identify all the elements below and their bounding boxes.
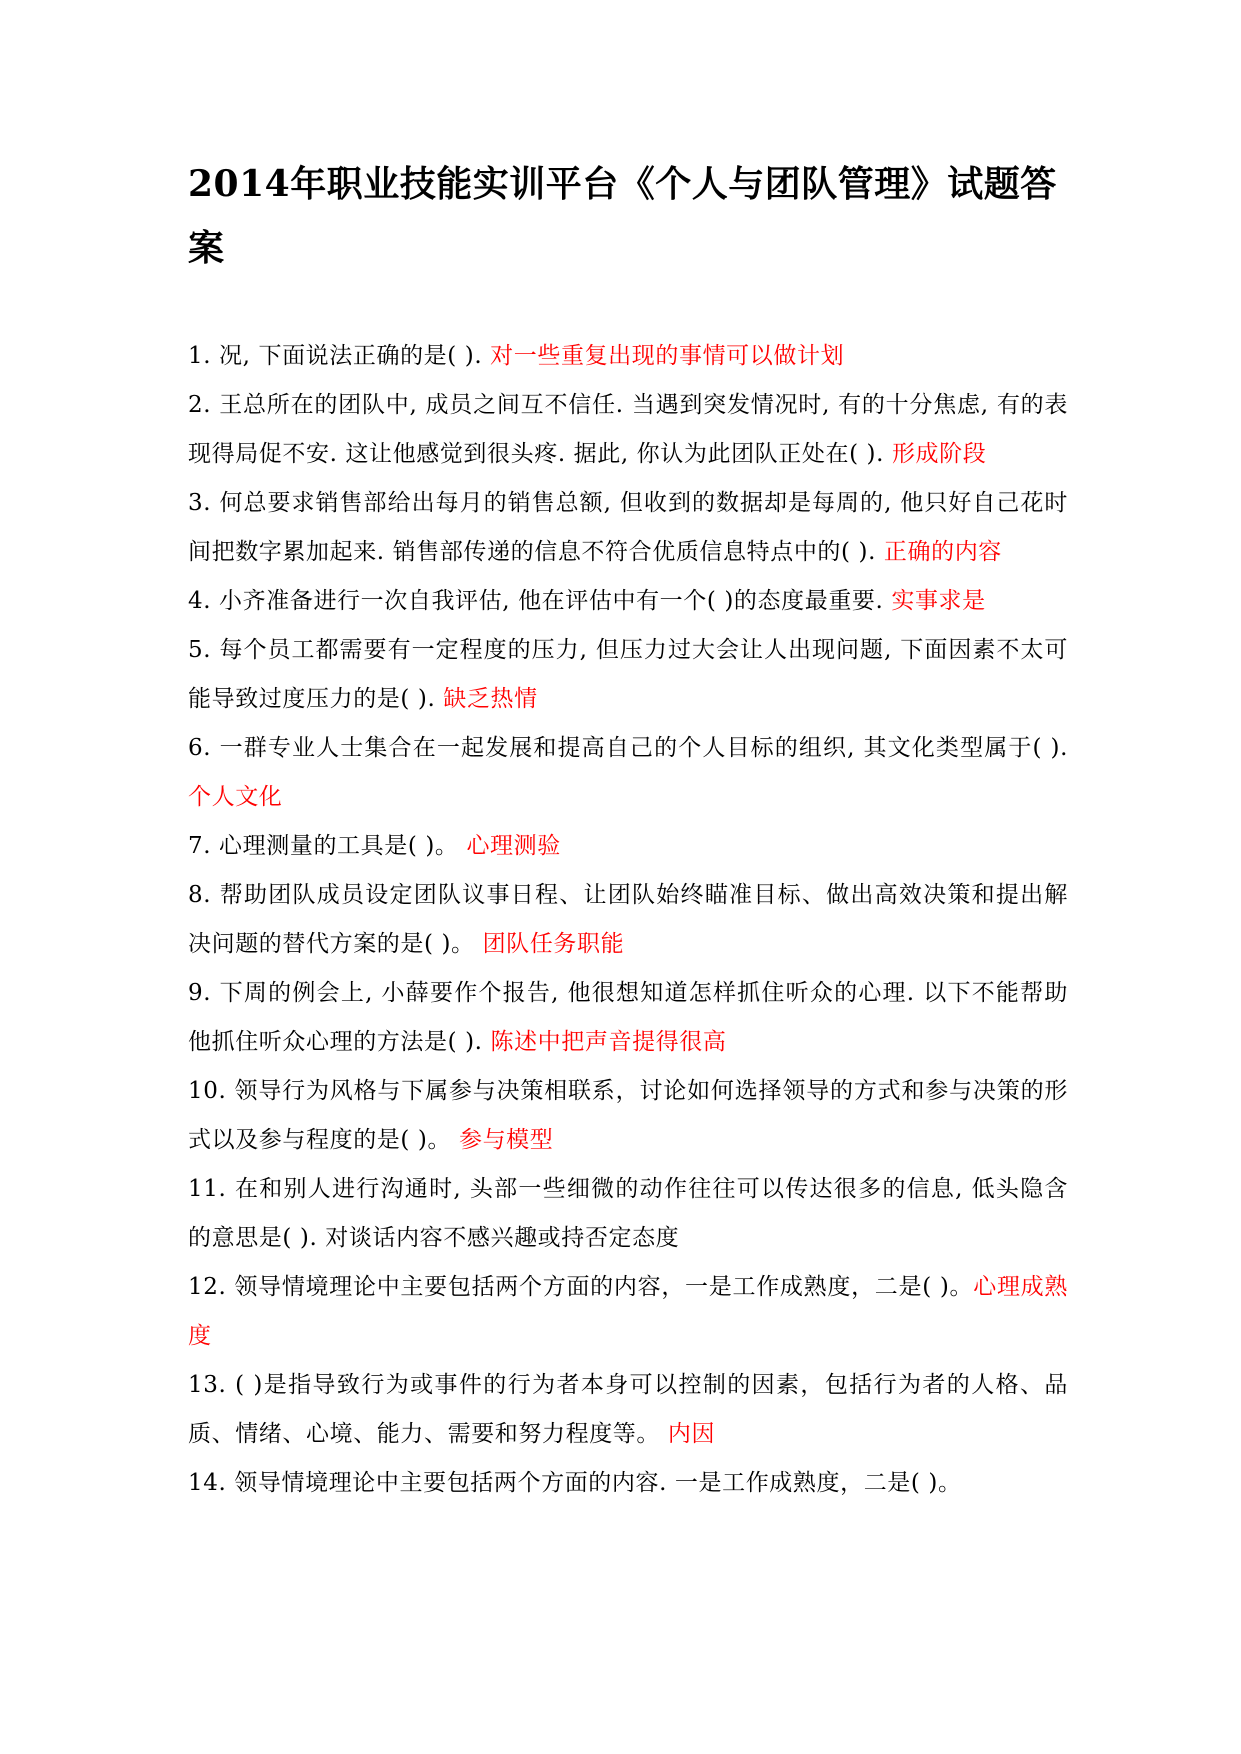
answer-text: 内因 [667,1421,716,1447]
question-item [188,381,1068,479]
answer-text: 参与模型 [458,1127,554,1153]
question-item [188,1067,1068,1165]
answer-text: 正确的内容 [883,539,1002,565]
answer-text: 实事求是 [891,588,986,614]
question-text: 11. 在和别人进行沟通时, 头部一些细微的动作往往可以传达很多的信息, 低头隐含的意思是( ). [188,1176,1068,1251]
question-item [188,479,1068,577]
question-item [188,871,1068,969]
question-text: 1. 况, 下面说法正确的是( ). [188,343,491,369]
question-text: 5. 每个员工都需要有一定程度的压力, 但压力过大会让人出现问题, 下面因素不太可能导致过度压力的是( ). [188,637,1068,712]
question-item [188,626,1068,724]
question-text: 10. 领导行为风格与下属参与决策相联系，讨论如何选择领导的方式和参与决策的形式以及参与程度的是( )。 [188,1078,1068,1153]
question-text: 7. 心理测量的工具是( )。 [188,833,467,859]
question-item [188,577,1068,626]
question-item [188,1459,1068,1508]
question-text: 12. 领导情境理论中主要包括两个方面的内容，一是工作成熟度，二是( )。 [188,1274,974,1300]
answer-text: 心理成熟度 [188,1274,1068,1349]
question-text: 4. 小齐准备进行一次自我评估, 他在评估中有一个( )的态度最重要. [188,588,892,614]
document-title: 2014年职业技能实训平台《个人与团队管理》试题答案 [188,163,1057,269]
answer-text: 对谈话内容不感兴趣或持否定态度 [325,1225,680,1251]
question-text: 9. 下周的例会上, 小薛要作个报告, 他很想知道怎样抓住听众的心理. 以下不能帮助他抓住听众心理的方法是( ). [188,980,1068,1055]
question-text: 3. 何总要求销售部给出每月的销售总额, 但收到的数据却是每周的, 他只好自己花时间把数字累加起来. 销售部传递的信息不符合优质信息特点中的( ). [188,490,1068,565]
question-item [188,332,1068,381]
question-item [188,724,1068,822]
question-item [188,1263,1068,1361]
answer-text: 陈述中把声音提得很高 [490,1029,727,1055]
question-text: 14. 领导情境理论中主要包括两个方面的内容. 一是工作成熟度，二是( )。 [188,1470,962,1496]
question-list [188,332,1068,1508]
answer-text: 个人文化 [188,784,283,810]
question-text: 2. 王总所在的团队中, 成员之间互不信任. 当遇到突发情况时, 有的十分焦虑, 有的表现得局促不安. 这让他感觉到很头疼. 据此, 你认为此团队正处在( ). [188,392,1068,467]
question-text: 8. 帮助团队成员设定团队议事日程、让团队始终瞄准目标、做出高效决策和提出解决问题的替代方案的是( )。 [188,882,1068,957]
answer-text: 心理测验 [466,833,561,859]
question-item [188,1165,1068,1263]
answer-text: 团队任务职能 [482,931,625,957]
answer-text: 对一些重复出现的事情可以做计划 [490,343,845,369]
question-text: 13. ( )是指导致行为或事件的行为者本身可以控制的因素，包括行为者的人格、品质、情绪、心境、能力、需要和努力程度等。 [188,1372,1068,1447]
answer-text: 缺乏热情 [443,686,538,712]
question-item [188,1361,1068,1459]
question-item [188,822,1068,871]
question-text: 6. 一群专业人士集合在一起发展和提高自己的个人目标的组织, 其文化类型属于( ). [188,735,1068,761]
question-item [188,969,1068,1067]
answer-text: 形成阶段 [891,441,987,467]
